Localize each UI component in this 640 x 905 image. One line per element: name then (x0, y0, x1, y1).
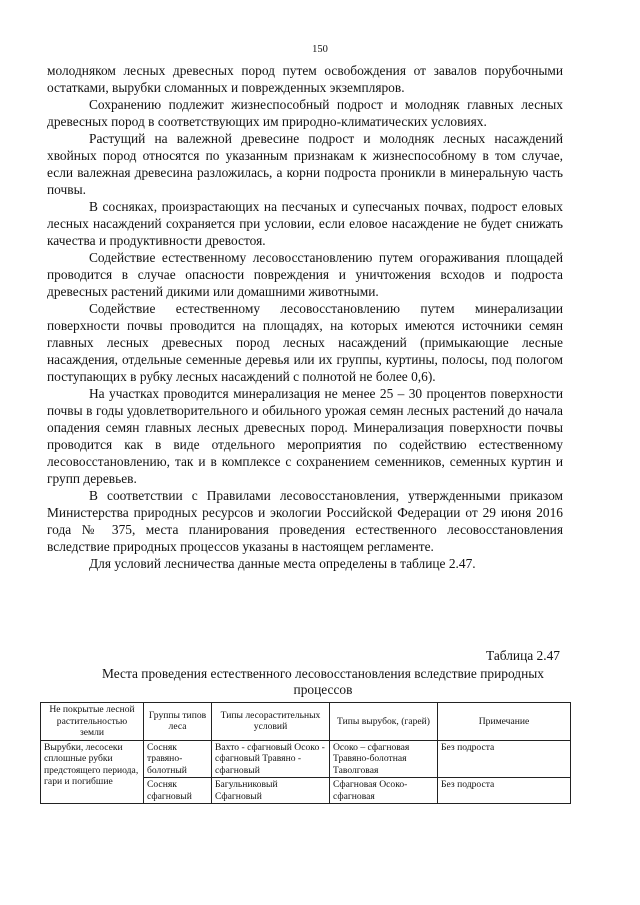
table-cell: Багульниковый Сфагновый (212, 778, 330, 804)
table-cell: Без подроста (438, 740, 571, 778)
table-header-row (41, 703, 571, 741)
paragraph: Растущий на валежной древесине подрост и молодняк лесных насаждений хвойных пород относятся по указанным признакам к жизнеспособному в том случае, если валежная древесина разложилась, а корни подроста проникли в минеральную часть почвы. (47, 131, 563, 197)
table-cell: Сосняк травяно-болотный (144, 740, 212, 778)
paragraph: Содействие естественному лесовосстановлению путем минерализации поверхности почвы проводится на площадях, на которых имеются источники семян главных лесных древесных пород лесных насаждений (примыкающие лесные насаждения, отдельные семенные деревья или их группы, куртины, полосы, под пологом поступающих в рубку лесных насаждений с полнотой не более 0,6). (47, 301, 563, 384)
forest-regeneration-table (40, 702, 571, 804)
page-number: 150 (312, 44, 328, 55)
table-header-cell: Примечание (438, 703, 571, 741)
table-cell: Сосняк сфагновый (144, 778, 212, 804)
paragraph: молодняком лесных древесных пород путем освобождения от завалов порубочными остатками, вырубки сломанных и поврежденных экземпляров. (47, 63, 563, 95)
table-caption: Таблица 2.47 (485, 648, 560, 663)
table-cell: Осоко – сфагновая Травяно-болотная Таволговая (330, 740, 438, 778)
table-header-cell: Не покрытые лесной растительностью земли (41, 703, 144, 741)
paragraph: На участках проводится минерализация не менее 25 – 30 процентов поверхности почвы в годы удовлетворительного и обильного урожая семян лесных растений до начала опадения семян главных лесных древесных пород. Минерализация поверхности почвы проводится как в виде отдельного мероприятия по содействию естественному лесовосстановлению, так и в комплексе с сохранением семенников, семенных куртин и групп деревьев. (47, 386, 563, 486)
table-header-cell: Типы лесорастительных условий (212, 703, 330, 741)
table-row (41, 740, 571, 778)
table-cell: Сфагновая Осоко-сфагновая (330, 778, 438, 804)
paragraph: В соответствии с Правилами лесовосстановления, утвержденными приказом Министерства природных ресурсов и экологии Российской Федерации от 29 июня 2016 года № 375, места планирования проведения естественного лесовосстановления вследствие природных процессов указаны в настоящем регламенте. (47, 488, 563, 554)
table-header-cell: Группы типов леса (144, 703, 212, 741)
paragraph: Содействие естественному лесовосстановлению путем огораживания площадей проводится в случае опасности повреждения и уничтожения всходов и подроста древесных растений дикими или домашними животными. (47, 250, 563, 299)
paragraph: Для условий лесничества данные места определены в таблице 2.47. (89, 556, 476, 571)
table-cell: Вахто - сфагновый Осоко - сфагновый Травяно - сфагновый (212, 740, 330, 778)
paragraph: В сосняках, произрастающих на песчаных и супесчаных почвах, подрост еловых лесных насаждений сохраняется при условии, если еловое насаждение не будет снижать качества и продуктивности древостоя. (47, 199, 563, 248)
table-cell-land-type: Вырубки, лесосеки сплошные рубки предстоящего периода, гари и погибшие (41, 740, 144, 804)
body-text (47, 62, 563, 572)
table-cell: Без подроста (438, 778, 571, 804)
table-header-cell: Типы вырубок, (гарей) (330, 703, 438, 741)
table-title: Места проведения естественного лесовосстановления вследствие природных процессов (102, 666, 544, 697)
paragraph: Сохранению подлежит жизнеспособный подрост и молодняк главных лесных древесных пород в соответствующих им природно-климатических условиях. (47, 97, 563, 129)
